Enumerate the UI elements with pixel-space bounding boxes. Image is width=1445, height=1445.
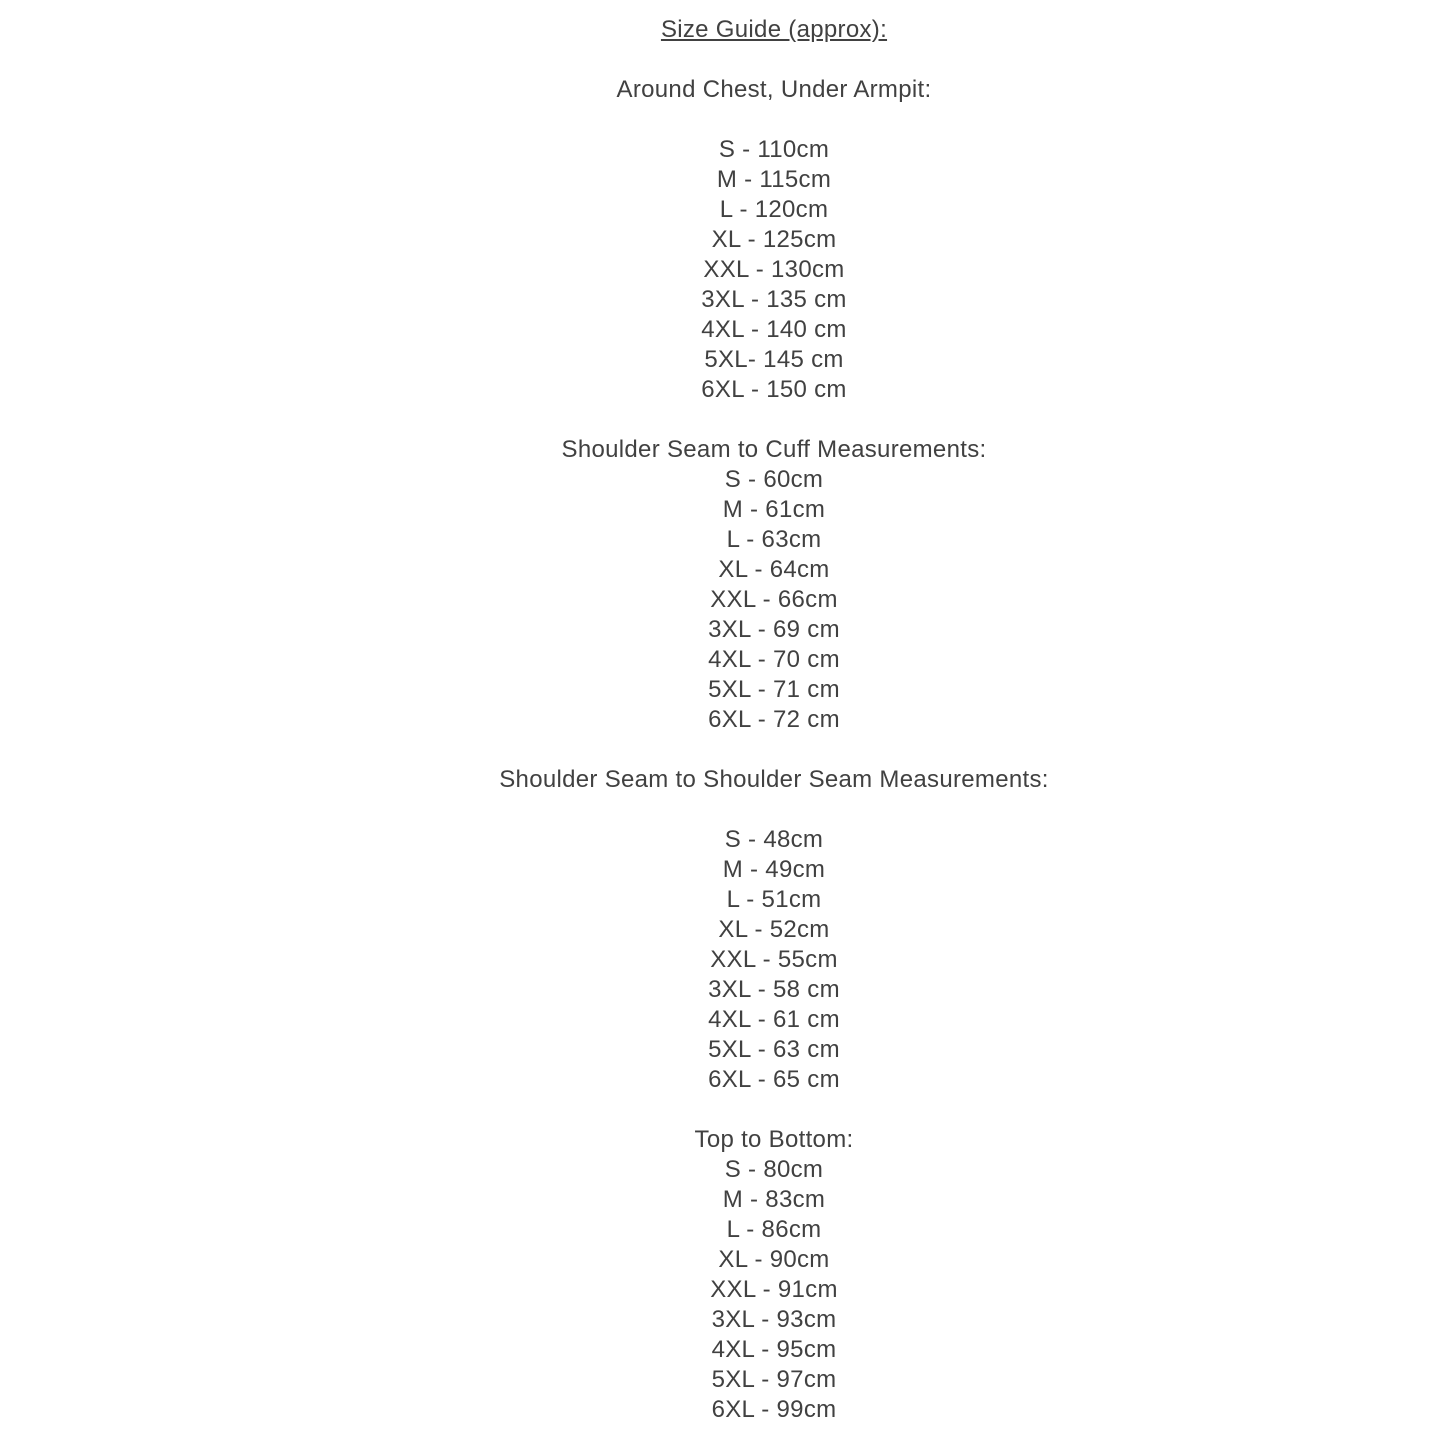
size-row: XXL - 91cm [710,1276,838,1303]
size-row: M - 49cm [722,856,826,883]
size-row: 3XL - 93cm [711,1306,837,1333]
blank-line [103,735,1445,765]
section-items [103,465,1445,735]
size-row: XL - 64cm [718,556,830,583]
size-row: 4XL - 61 cm [708,1006,840,1033]
size-row: M - 83cm [722,1186,826,1213]
blank-line [103,45,1445,75]
size-row: XXL - 66cm [710,586,838,613]
size-row: M - 115cm [716,166,832,193]
size-section [103,75,1445,405]
size-row: 5XL - 97cm [711,1366,837,1393]
size-row: 6XL - 150 cm [701,376,847,403]
size-row: L - 86cm [726,1216,822,1243]
section-items [103,1155,1445,1425]
size-row: 3XL - 69 cm [708,616,840,643]
size-row: 6XL - 65 cm [708,1066,840,1093]
blank-line [103,105,1445,135]
size-row: 6XL - 72 cm [708,706,840,733]
section-items [103,825,1445,1095]
size-row: XL - 90cm [718,1246,830,1273]
size-section [103,435,1445,735]
size-row: S - 110cm [718,136,830,163]
section-items [103,135,1445,405]
size-section [103,765,1445,1095]
size-row: XL - 125cm [711,226,837,253]
size-row: 4XL - 95cm [711,1336,837,1363]
size-row: XXL - 130cm [703,256,845,283]
section-heading: Shoulder Seam to Cuff Measurements: [561,436,987,463]
size-row: L - 120cm [719,196,829,223]
size-section [103,1125,1445,1425]
size-row: M - 61cm [722,496,826,523]
size-row: S - 80cm [724,1156,824,1183]
size-row: 5XL - 71 cm [708,676,840,703]
size-row: S - 48cm [724,826,824,853]
size-row: L - 63cm [726,526,822,553]
blank-line [103,405,1445,435]
size-row: XL - 52cm [718,916,830,943]
size-row: XXL - 55cm [710,946,838,973]
size-row: 5XL - 63 cm [708,1036,840,1063]
sections-container [103,75,1445,1425]
size-row: 5XL- 145 cm [704,346,844,373]
size-row: S - 60cm [724,466,824,493]
blank-line [103,795,1445,825]
size-row: L - 51cm [726,886,822,913]
section-heading: Around Chest, Under Armpit: [616,76,932,103]
page-title: Size Guide (approx): [660,16,888,43]
section-heading: Shoulder Seam to Shoulder Seam Measurements: [499,766,1049,793]
size-row: 6XL - 99cm [711,1396,837,1423]
section-heading: Top to Bottom: [694,1126,854,1153]
size-row: 4XL - 70 cm [708,646,840,673]
size-row: 3XL - 58 cm [708,976,840,1003]
blank-line [103,1095,1445,1125]
size-row: 3XL - 135 cm [701,286,847,313]
size-row: 4XL - 140 cm [701,316,847,343]
